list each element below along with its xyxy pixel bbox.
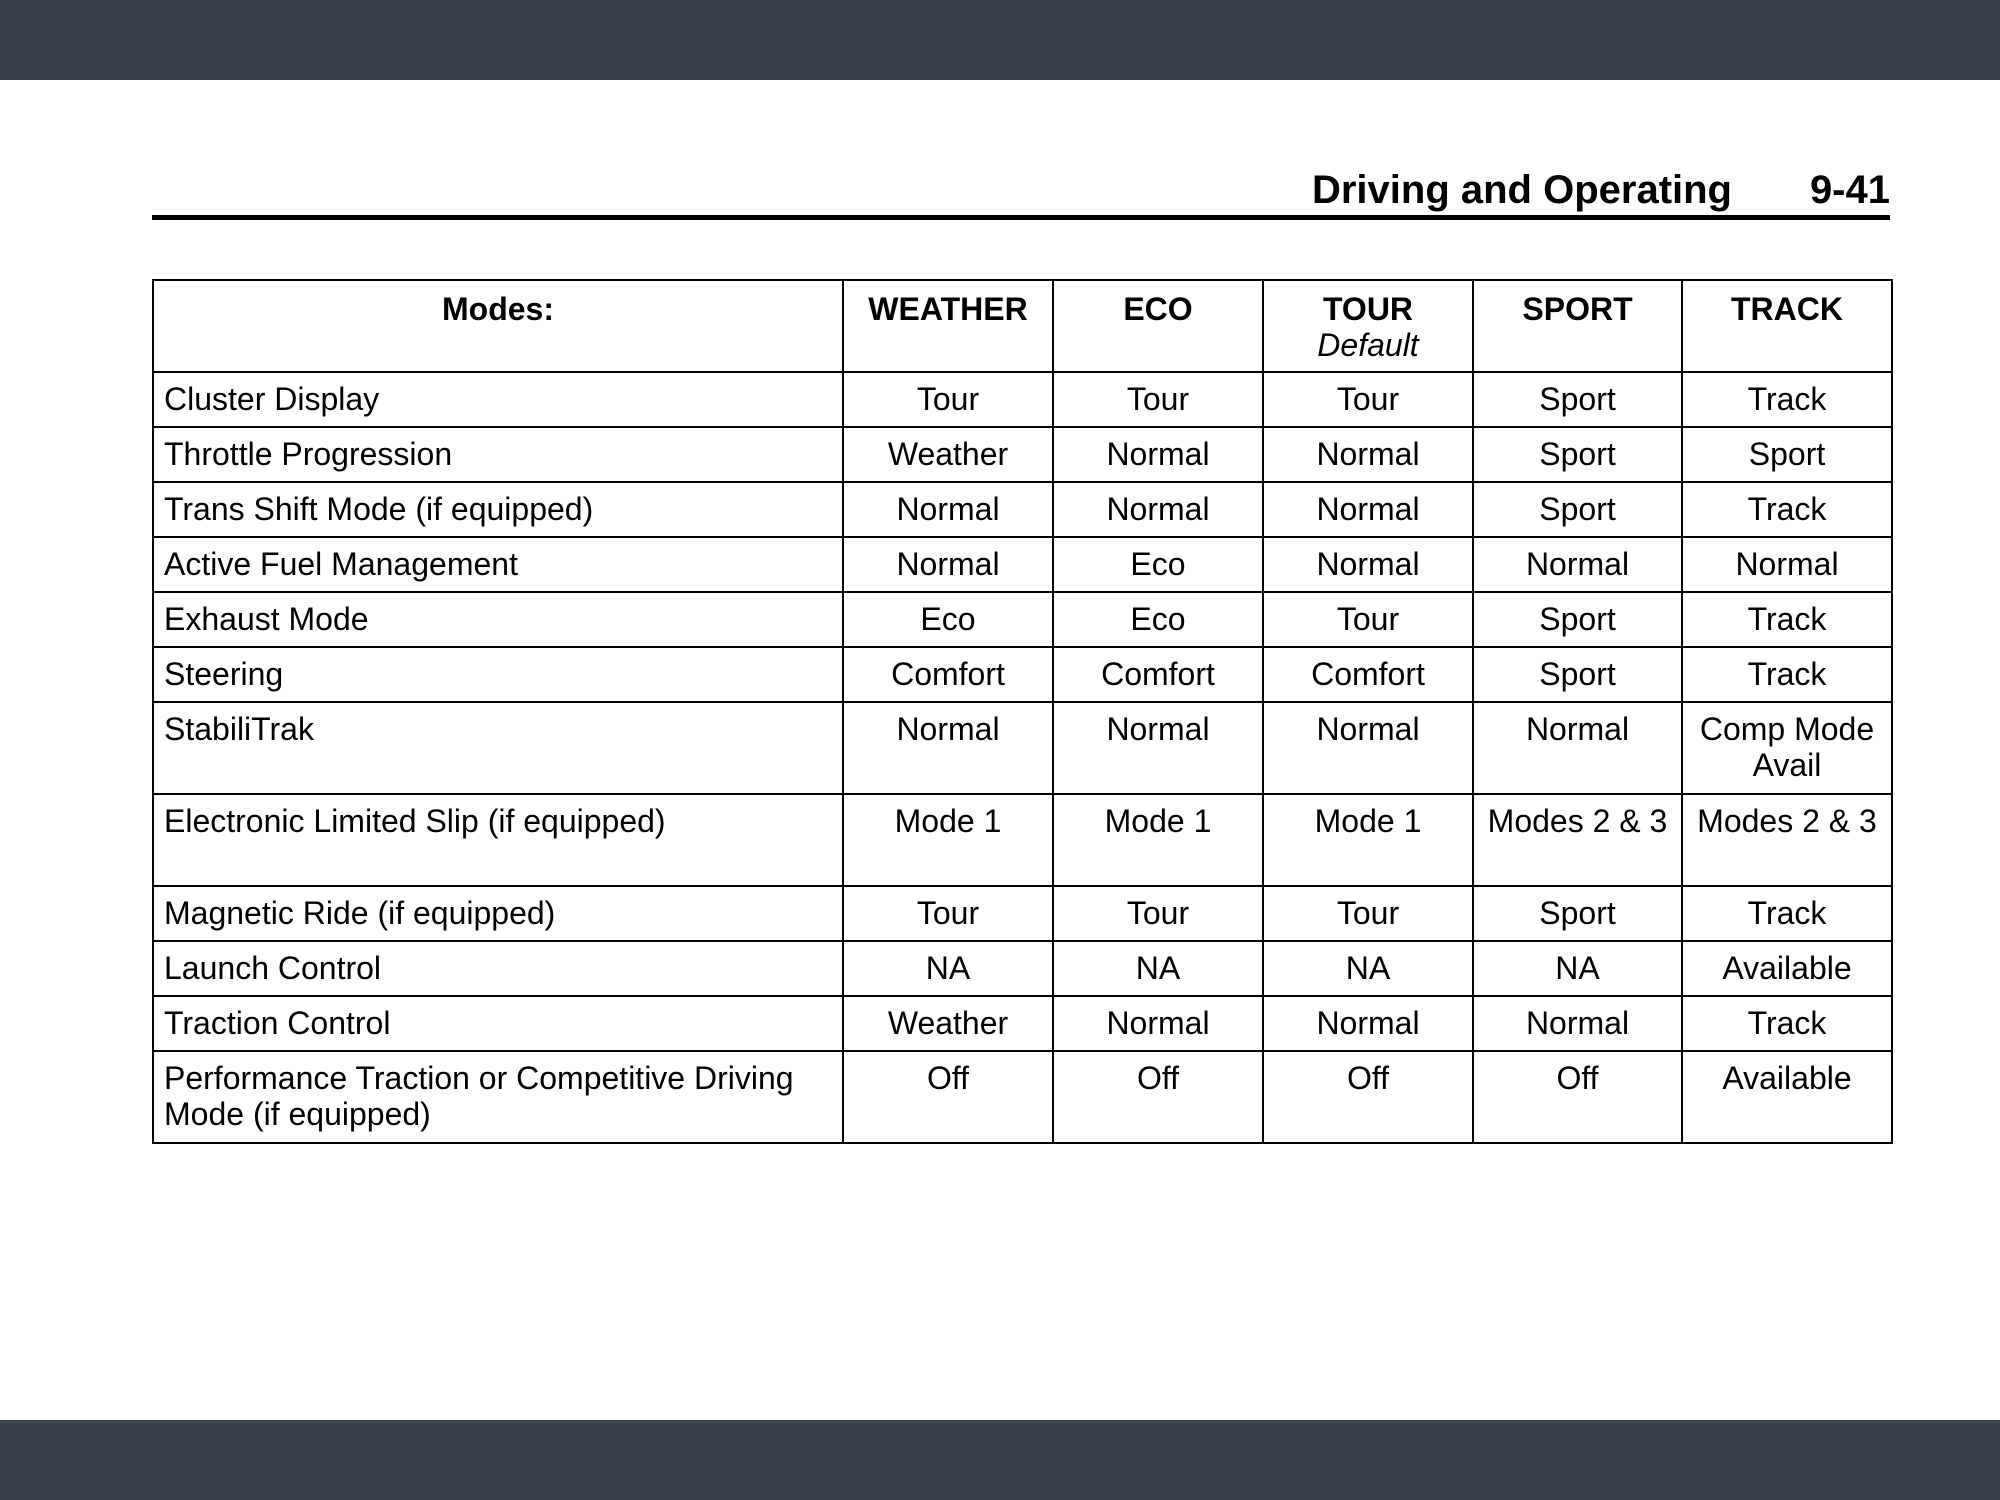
page-number: 9-41 [1809, 168, 1890, 212]
table-cell: Mode 1 [843, 794, 1053, 886]
default-note: Default [1317, 327, 1419, 363]
table-cell: Mode 1 [1053, 794, 1263, 886]
table-cell: Track [1682, 996, 1892, 1051]
column-header-track: TRACK [1682, 280, 1892, 372]
table-cell: Normal [1053, 702, 1263, 794]
section-title: Driving and Operating [1311, 168, 1732, 212]
table-row [153, 996, 1892, 1051]
table-cell: Comp Mode Avail [1682, 702, 1892, 794]
table-cell: Modes 2 & 3 [1473, 794, 1682, 886]
table-row [153, 482, 1892, 537]
table-cell: Tour [843, 886, 1053, 941]
column-header-modes: Modes: [153, 280, 843, 372]
table-cell: Available [1682, 941, 1892, 996]
feature-label: Electronic Limited Slip (if equipped) [153, 794, 843, 886]
table-cell: Eco [1053, 592, 1263, 647]
table-cell: Sport [1473, 482, 1682, 537]
column-header-tour: TOUR Default [1263, 280, 1473, 372]
table-cell: Normal [1053, 427, 1263, 482]
table-cell: Comfort [1053, 647, 1263, 702]
table-cell: Mode 1 [1263, 794, 1473, 886]
table-cell: Off [1263, 1051, 1473, 1143]
table-cell: NA [1263, 941, 1473, 996]
column-header-sport: SPORT [1473, 280, 1682, 372]
table-cell: Normal [1263, 482, 1473, 537]
top-bar [0, 0, 2000, 80]
table-cell: NA [1053, 941, 1263, 996]
table-cell: Normal [1263, 996, 1473, 1051]
table-cell: Off [1053, 1051, 1263, 1143]
feature-label: Performance Traction or Competitive Driving Mode (if equipped) [153, 1051, 843, 1143]
table-cell: NA [843, 941, 1053, 996]
feature-label: Traction Control [153, 996, 843, 1051]
table-cell: Normal [1263, 537, 1473, 592]
table-cell: NA [1473, 941, 1682, 996]
feature-label: Steering [153, 647, 843, 702]
table-cell: Normal [843, 482, 1053, 537]
table-cell: Normal [1263, 427, 1473, 482]
table-cell: Available [1682, 1051, 1892, 1143]
column-header-weather: WEATHER [843, 280, 1053, 372]
table-row [153, 794, 1892, 886]
page-header [152, 160, 1890, 220]
table-row [153, 702, 1892, 794]
feature-label: Exhaust Mode [153, 592, 843, 647]
table-cell: Sport [1473, 427, 1682, 482]
table-row [153, 1051, 1892, 1143]
feature-label: Throttle Progression [153, 427, 843, 482]
table-cell: Sport [1682, 427, 1892, 482]
table-row [153, 886, 1892, 941]
table-cell: Tour [1053, 886, 1263, 941]
table-cell: Tour [1263, 886, 1473, 941]
table-cell: Tour [1263, 372, 1473, 427]
table-row [153, 647, 1892, 702]
table-cell: Tour [843, 372, 1053, 427]
table-cell: Tour [1053, 372, 1263, 427]
table-cell: Track [1682, 886, 1892, 941]
table-cell: Tour [1263, 592, 1473, 647]
feature-label: Launch Control [153, 941, 843, 996]
feature-label: Cluster Display [153, 372, 843, 427]
table-cell: Off [843, 1051, 1053, 1143]
table-cell: Weather [843, 427, 1053, 482]
table-row [153, 592, 1892, 647]
table-cell: Eco [1053, 537, 1263, 592]
table-cell: Weather [843, 996, 1053, 1051]
table-cell: Normal [1053, 996, 1263, 1051]
table-header-row [153, 280, 1892, 372]
feature-label: Magnetic Ride (if equipped) [153, 886, 843, 941]
table-cell: Sport [1473, 372, 1682, 427]
table-cell: Comfort [843, 647, 1053, 702]
table-cell: Normal [1473, 996, 1682, 1051]
table-cell: Normal [1053, 482, 1263, 537]
table-cell: Normal [843, 702, 1053, 794]
feature-label: StabiliTrak [153, 702, 843, 794]
feature-label: Active Fuel Management [153, 537, 843, 592]
table-cell: Sport [1473, 886, 1682, 941]
table-cell: Normal [1473, 702, 1682, 794]
table-cell: Track [1682, 647, 1892, 702]
table-row [153, 941, 1892, 996]
table-cell: Track [1682, 482, 1892, 537]
table-cell: Sport [1473, 592, 1682, 647]
table-cell: Track [1682, 592, 1892, 647]
bottom-bar [0, 1420, 2000, 1500]
table-cell: Normal [1682, 537, 1892, 592]
table-cell: Normal [1473, 537, 1682, 592]
table-row [153, 537, 1892, 592]
column-header-eco: ECO [1053, 280, 1263, 372]
feature-label: Trans Shift Mode (if equipped) [153, 482, 843, 537]
table-cell: Eco [843, 592, 1053, 647]
table-cell: Normal [843, 537, 1053, 592]
table-row [153, 427, 1892, 482]
drive-modes-table [152, 279, 1893, 1144]
table-cell: Sport [1473, 647, 1682, 702]
table-cell: Modes 2 & 3 [1682, 794, 1892, 886]
table-row [153, 372, 1892, 427]
table-cell: Normal [1263, 702, 1473, 794]
table-cell: Off [1473, 1051, 1682, 1143]
table-cell: Track [1682, 372, 1892, 427]
table-cell: Comfort [1263, 647, 1473, 702]
